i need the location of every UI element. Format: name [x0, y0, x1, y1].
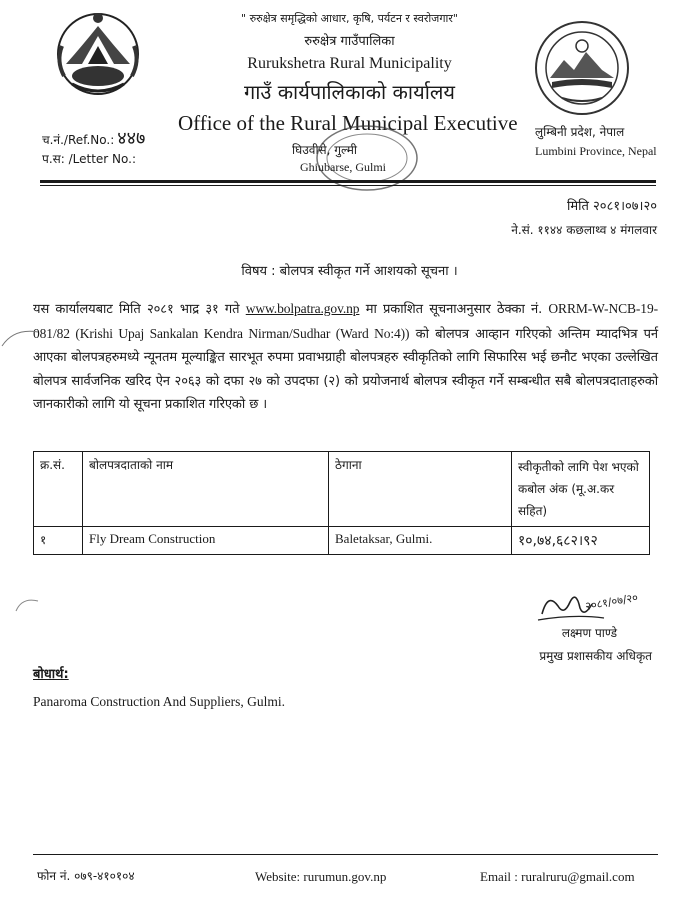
scan-margin-mark	[0, 322, 40, 352]
ref-label: च.नं./Ref.No.:	[42, 133, 115, 147]
footer-divider	[33, 854, 658, 855]
header-bid-amount: स्वीकृतीको लागि पेश भएको कबोल अंक (मू.अ.कर सहित)	[512, 452, 650, 527]
reference-number	[42, 126, 145, 150]
municipality-name-english: Rurukshetra Rural Municipality	[247, 55, 452, 72]
row-sn: १	[34, 527, 83, 555]
signatory-title: प्रमुख प्रशासकीय अधिकृत	[539, 649, 652, 663]
header-address: ठेगाना	[329, 452, 512, 527]
ref-value: ४४७	[117, 128, 146, 149]
row-bid-amount: १०,७४,६८२।९२	[512, 527, 650, 555]
letter-number-label: प.स: /Letter No.:	[42, 152, 137, 166]
subject-line: विषय : बोलपत्र स्वीकृत गर्ने आशयको सूचना ।	[241, 264, 458, 279]
notice-body	[33, 297, 658, 417]
row-bidder-name: Fly Dream Construction	[83, 527, 329, 555]
header-sn: क्र.सं.	[34, 452, 83, 527]
signatory-name: लक्ष्मण पाण्डे	[561, 626, 617, 640]
date-nepal-sambat: ने.सं. ११४४ कछलाथ्व ४ मंगलवार	[511, 223, 657, 237]
office-stamp	[312, 122, 422, 194]
bolpatra-link[interactable]: www.bolpatra.gov.np	[245, 301, 360, 316]
body-part-1: यस कार्यालयबाट मिति २०८१ भाद्र ३१ गते	[33, 302, 246, 317]
header-divider-thin	[40, 185, 656, 186]
footer-phone: फोन नं. ०७९-४१०१०४	[37, 869, 135, 883]
office-name-nepali: गाउँ कार्यपालिकाको कार्यालय	[243, 80, 456, 104]
footer-email[interactable]: Email : ruralruru@gmail.com	[480, 869, 635, 884]
cc-label: बोधार्थ:	[33, 667, 69, 682]
province-nepali: लुम्बिनी प्रदेश, नेपाल	[535, 125, 625, 139]
contract-number: ORRM-W-NCB-19-081/82 (Krishi Upaj Sankalan Kendra Nirman/Sudhar (Ward No:4))	[33, 301, 658, 341]
date-bs: मिति २०८१।०७।२०	[567, 199, 657, 214]
cc-recipient: Panaroma Construction And Suppliers, Gulmi.	[33, 694, 285, 709]
motto: " रुरुक्षेत्र समृद्धिको आधार, कृषि, पर्यटन र स्वरोजगार"	[241, 12, 458, 25]
scan-margin-mark-lower	[14, 593, 40, 615]
municipality-name-nepali: रुरुक्षेत्र गाउँपालिका	[304, 34, 395, 49]
table-row	[34, 527, 650, 555]
footer-website[interactable]: Website: rurumun.gov.np	[255, 869, 387, 884]
location-english: Ghiubarse, Gulmi	[300, 160, 386, 174]
office-name-english: Office of the Rural Municipal Executive	[178, 111, 518, 135]
signature-date: २०८१/०७/२०	[584, 590, 639, 613]
table-header-row	[34, 452, 650, 527]
body-part-3: को बोलपत्र आव्हान गरिएको अन्तिम म्यादभित्र पर्न आएका बोलपत्रहरुमध्ये न्यूनतम मूल्याङ्कित सारभूत रुपमा प्रवाभग्राही बोलपत्रहरु स्वीकृतिको लागि सिफारिस भई छनौट भएका उल्लेखित बोलपत्र सार्वजनिक खरिद ऐन २०६३ को दफा २७ को उपदफा (२) को प्रयोजनार्थ बोलपत्र स्वीकृत गर्ने सम्बन्धीत सबै बोलपत्रदाताहरुको जानकारीको लागि यो सूचना प्रकाशित गरिएको छ ।	[33, 326, 658, 412]
header-divider	[40, 180, 656, 183]
province-english: Lumbini Province, Nepal	[535, 144, 657, 158]
bidder-table	[33, 451, 650, 555]
body-part-2: मा प्रकाशित सूचनाअनुसार ठेक्का नं.	[359, 302, 549, 317]
row-address: Baletaksar, Gulmi.	[329, 527, 512, 555]
location-nepali: घिउवीसे, गुल्मी	[292, 143, 357, 157]
header-bidder-name: बोलपत्रदाताको नाम	[83, 452, 329, 527]
